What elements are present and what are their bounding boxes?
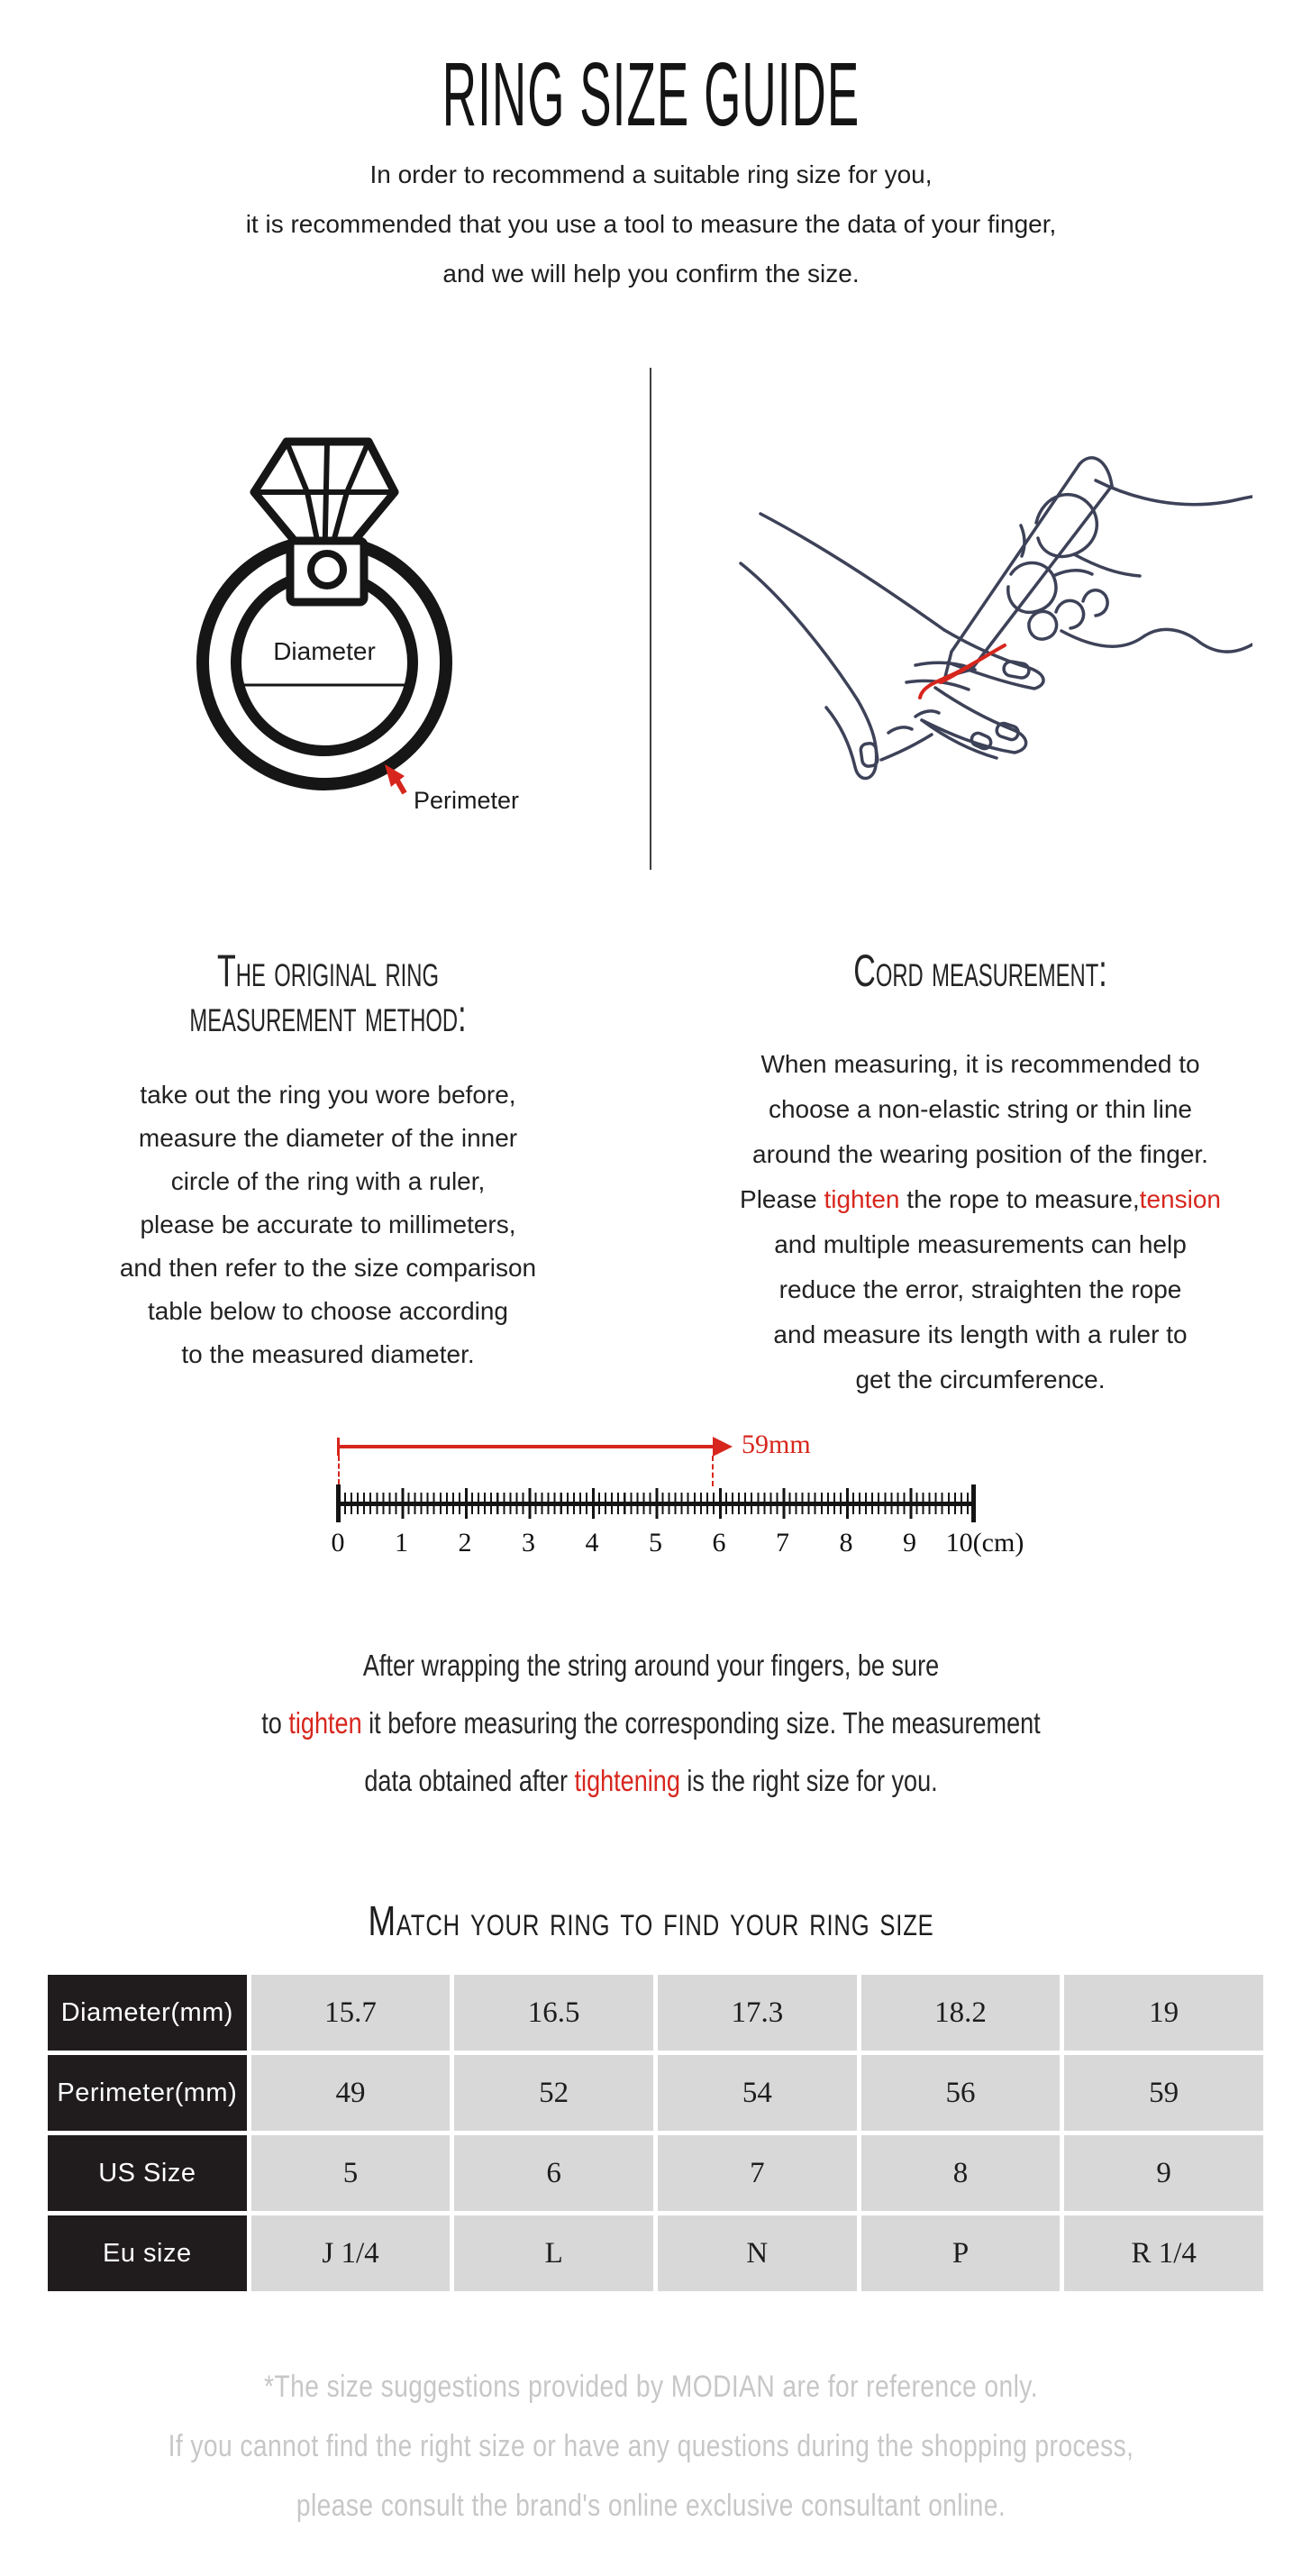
eu-size-value: P xyxy=(861,2215,1061,2291)
note-line xyxy=(117,1752,1185,1810)
emphasis-red-text: tension xyxy=(1139,1185,1221,1213)
heading-line: The original ring xyxy=(217,945,439,996)
diameter-value: 19 xyxy=(1064,1975,1263,2051)
text-segment: and multiple measurements can help xyxy=(774,1230,1187,1258)
body-line: please be accurate to millimeters, xyxy=(140,1210,516,1238)
note-line xyxy=(117,1694,1185,1752)
right-thumb-edge xyxy=(1053,571,1092,576)
text-segment: get the circumference. xyxy=(855,1366,1106,1393)
intro-line: In order to recommend a suitable ring size for you, xyxy=(369,160,933,188)
diameter-value: 18.2 xyxy=(861,1975,1061,2051)
body-line xyxy=(710,1177,1251,1222)
body-line: measure the diameter of the inner xyxy=(138,1124,518,1152)
thumb-nail xyxy=(860,743,878,767)
text-segment: choose a non-elastic string or thin line xyxy=(768,1095,1193,1123)
measurement-note xyxy=(117,1637,1185,1810)
body-line xyxy=(710,1087,1251,1132)
ruler-tick-label: 5 xyxy=(649,1528,662,1557)
ruler-tick-label: 0 xyxy=(331,1528,345,1557)
footer-line: If you cannot find the right size or have any questions during the shopping process, xyxy=(168,2429,1134,2463)
hand-lower-edge xyxy=(881,735,932,760)
cord-measurement-heading: Cord measurement: xyxy=(853,945,1107,996)
diameter-label: Diameter xyxy=(273,637,376,665)
right-thumb-grip xyxy=(1008,562,1056,612)
text-segment: reduce the error, straighten the rope xyxy=(778,1275,1182,1303)
perimeter-value: 49 xyxy=(251,2055,451,2131)
ruler-diagram xyxy=(331,1429,1050,1586)
measure-arrowhead-icon xyxy=(713,1437,733,1457)
ruler-tick-label: 1 xyxy=(395,1528,408,1557)
text-segment: Please xyxy=(740,1185,824,1213)
body-line xyxy=(710,1132,1251,1177)
footer-disclaimer xyxy=(111,2357,1191,2535)
perimeter-label: Perimeter xyxy=(414,787,520,814)
us-size-value: 5 xyxy=(251,2135,451,2211)
intro-text xyxy=(0,150,1302,298)
diameter-value: 17.3 xyxy=(658,1975,857,2051)
ruler-tick-label: 9 xyxy=(903,1528,916,1557)
ruler-tick-label: 6 xyxy=(712,1528,726,1557)
knuckle-crease-2 xyxy=(888,727,912,733)
intro-line: it is recommended that you use a tool to measure the data of your finger, xyxy=(245,210,1057,238)
body-line: to the measured diameter. xyxy=(181,1340,475,1368)
intro-line: and we will help you confirm the size. xyxy=(442,260,860,288)
ruler-midline xyxy=(336,1502,976,1506)
text-segment: is the right size for you. xyxy=(679,1764,938,1797)
us-size-value: 9 xyxy=(1064,2135,1263,2211)
emphasis-red-text: tightening xyxy=(574,1764,680,1797)
eu-size-value: L xyxy=(454,2215,653,2291)
red-measure-line xyxy=(338,1445,713,1448)
eu-size-value: N xyxy=(658,2215,857,2291)
ruler-tick-label: 10(cm) xyxy=(945,1528,1024,1557)
left-arm-top-edge xyxy=(760,514,944,630)
ruler-tick-label: 4 xyxy=(585,1528,599,1557)
size-table-heading: Match your ring to find your ring size xyxy=(368,1897,934,1944)
original-method-heading xyxy=(144,945,512,1041)
curled-finger-1 xyxy=(1029,611,1057,639)
text-segment: After wrapping the string around your fingers, be sure xyxy=(362,1649,940,1682)
dashed-drop-left xyxy=(338,1456,340,1484)
heading-line: measurement method: xyxy=(189,991,467,1041)
body-line xyxy=(710,1042,1251,1087)
body-line xyxy=(710,1357,1251,1402)
measure-start-tick xyxy=(337,1438,340,1456)
emphasis-red-text: tighten xyxy=(824,1185,900,1213)
cord-measurement-section xyxy=(710,945,1251,1402)
left-arm-bottom-edge xyxy=(741,563,858,700)
emphasis-red-text: tighten xyxy=(288,1706,362,1740)
footer-line: *The size suggestions provided by MODIAN are for reference only. xyxy=(264,2370,1038,2404)
text-segment: and measure its length with a ruler to xyxy=(773,1320,1188,1348)
text-segment: data obtained after xyxy=(364,1764,575,1797)
perimeter-value: 54 xyxy=(658,2055,857,2131)
diameter-value: 16.5 xyxy=(454,1975,653,2051)
page-title: RING SIZE GUIDE xyxy=(442,44,860,145)
body-line: table below to choose according xyxy=(147,1297,509,1325)
text-segment: When measuring, it is recommended to xyxy=(760,1050,1200,1078)
footer-line: please consult the brand's online exclusive consultant online. xyxy=(296,2489,1006,2523)
body-line: take out the ring you wore before, xyxy=(140,1081,516,1109)
ring-finger-nail xyxy=(970,731,993,751)
perimeter-value: 59 xyxy=(1064,2055,1263,2131)
ruler-tick-label: 7 xyxy=(776,1528,789,1557)
body-line: circle of the ring with a ruler, xyxy=(170,1167,486,1195)
perimeter-value: 56 xyxy=(861,2055,1061,2131)
curled-finger-2 xyxy=(1056,600,1084,628)
ring-size-table xyxy=(48,1975,1263,2291)
body-line xyxy=(710,1267,1251,1312)
right-wrist-wave xyxy=(1061,629,1252,652)
text-segment: to xyxy=(261,1706,289,1740)
ruler-tick-label: 8 xyxy=(839,1528,853,1557)
setting-stone xyxy=(311,553,343,586)
row-header-perimeter: Perimeter(mm) xyxy=(48,2055,247,2131)
note-line xyxy=(117,1637,1185,1694)
us-size-value: 8 xyxy=(861,2135,1061,2211)
row-header-diameter: Diameter(mm) xyxy=(48,1975,247,2051)
right-hand-top-edge xyxy=(1096,480,1252,505)
eu-size-value: J 1/4 xyxy=(251,2215,451,2291)
body-line xyxy=(710,1222,1251,1267)
body-line: and then refer to the size comparison xyxy=(119,1254,537,1282)
cord-measurement-body xyxy=(710,1042,1251,1402)
us-size-value: 6 xyxy=(454,2135,653,2211)
row-header-us-size: US Size xyxy=(48,2135,247,2211)
hand-measurement-illustration xyxy=(739,446,1252,870)
diameter-measure-line xyxy=(241,677,408,693)
original-ring-method-section xyxy=(58,945,598,1376)
vertical-divider xyxy=(650,368,651,870)
row-header-eu-size: Eu size xyxy=(48,2215,247,2291)
curled-finger-3 xyxy=(1083,590,1107,616)
ring-diameter-diagram xyxy=(176,415,572,820)
us-size-value: 7 xyxy=(658,2135,857,2211)
diameter-value: 15.7 xyxy=(251,1975,451,2051)
text-segment: it before measuring the corresponding size. The measurement xyxy=(361,1706,1041,1740)
measure-length-label: 59mm xyxy=(742,1430,811,1459)
eu-size-value: R 1/4 xyxy=(1064,2215,1263,2291)
knuckle-crease-1 xyxy=(915,711,939,717)
original-method-body xyxy=(58,1073,598,1376)
text-segment: around the wearing position of the finger. xyxy=(752,1140,1208,1168)
ruler-tick-label: 2 xyxy=(458,1528,472,1557)
text-segment: the rope to measure, xyxy=(899,1185,1140,1213)
body-line xyxy=(710,1312,1251,1357)
ruler-tick-label: 3 xyxy=(522,1528,535,1557)
perimeter-value: 52 xyxy=(454,2055,653,2131)
index-finger-nail xyxy=(1003,661,1030,680)
dashed-drop-right xyxy=(712,1456,714,1486)
